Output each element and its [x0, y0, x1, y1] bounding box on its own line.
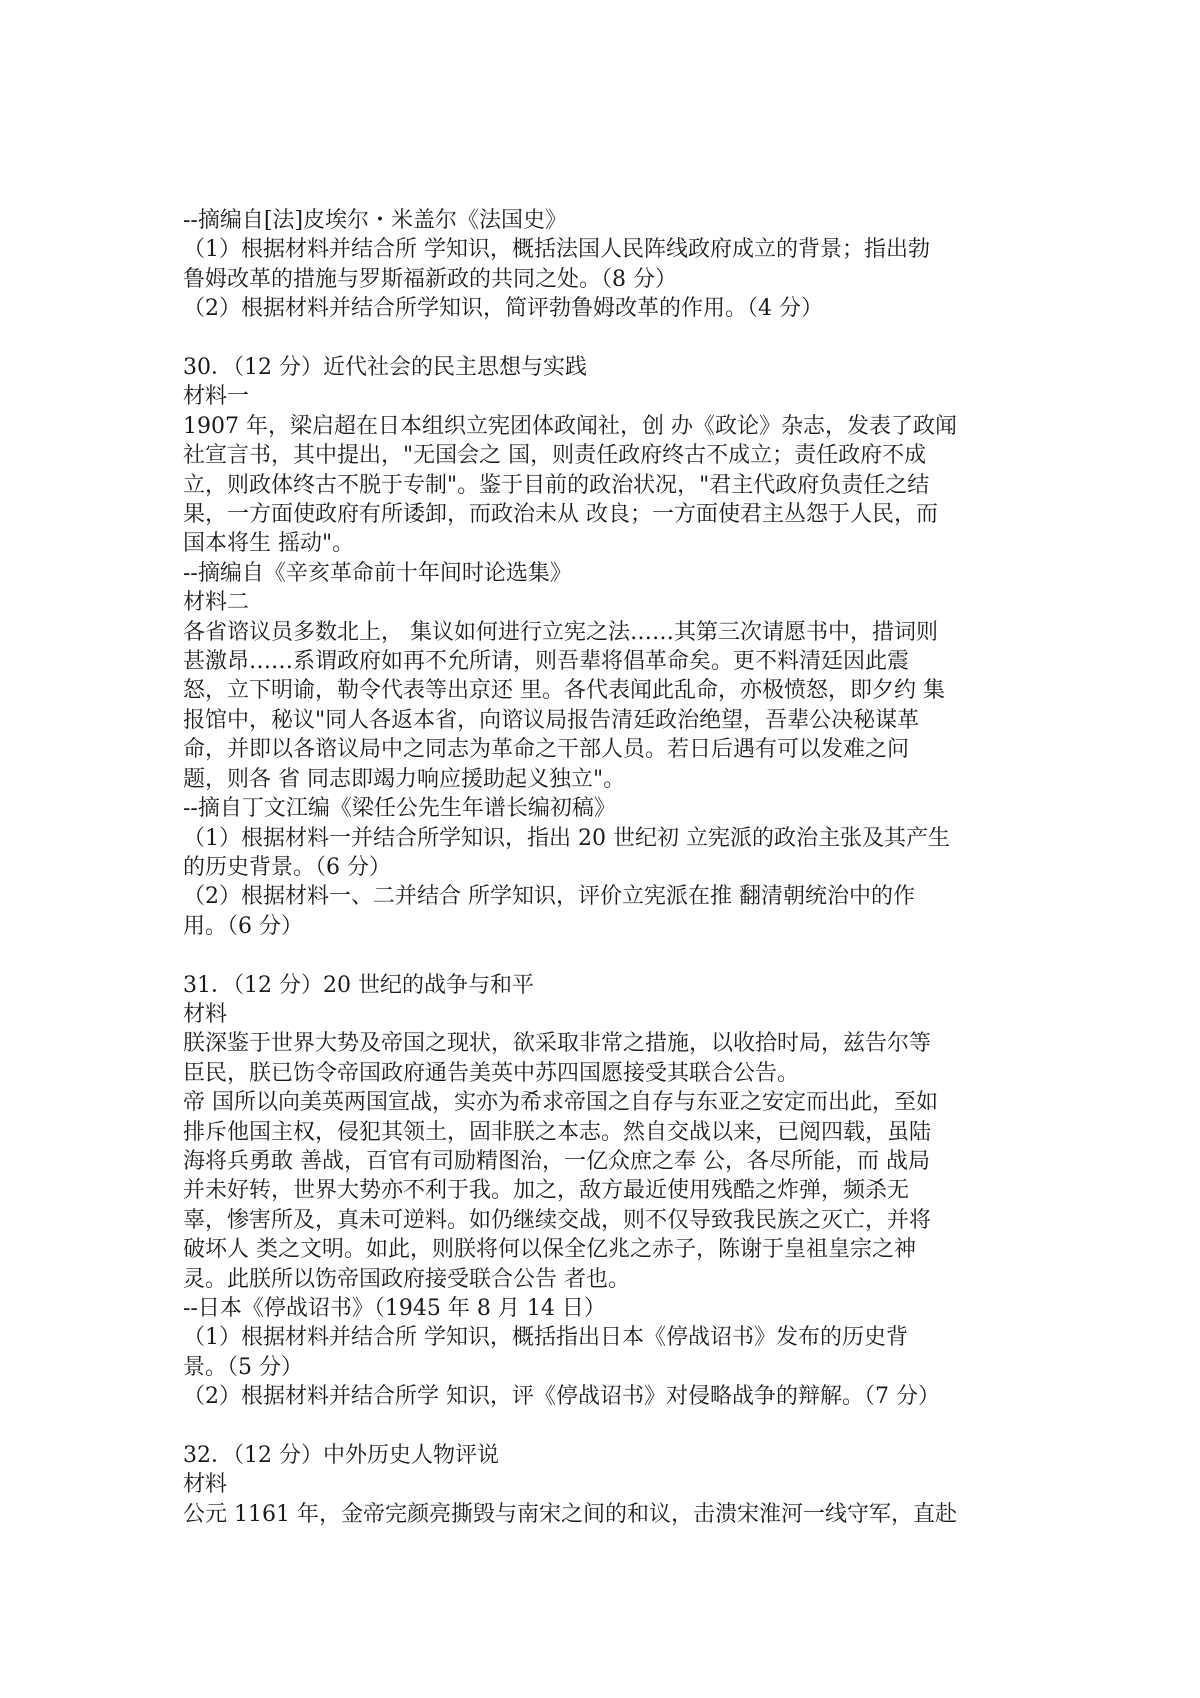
material-label: 材料 — [183, 1001, 228, 1027]
question-text: 用。（6 分） — [183, 913, 303, 939]
question-text: （2）根据材料并结合所学知识，简评勃鲁姆改革的作用。（4 分） — [183, 296, 823, 322]
material-text: 灵。此朕所以饬帝国政府接受联合公告 者也。 — [183, 1266, 630, 1292]
material-text: 各省谘议员多数北上， 集议如何进行立宪之法……其第三次请愿书中，措词则 — [183, 619, 938, 645]
section-30 — [183, 353, 1033, 941]
question-heading: 30．（12 分）近代社会的民主思想与实践 — [183, 355, 587, 381]
material-text: 朕深鉴于世界大势及帝国之现状，欲采取非常之措施，以收拾时局，兹告尔等 — [183, 1031, 932, 1057]
question-heading: 31．（12 分）20 世纪的战争与和平 — [183, 972, 534, 998]
source-citation: --日本《停战诏书》（1945 年 8 月 14 日） — [183, 1296, 606, 1321]
material-text: 并未好转，世界大势亦不利于我。加之，敌方最近使用残酷之炸弹，频杀无 — [183, 1178, 910, 1204]
section-29-tail — [183, 206, 1033, 324]
document-page — [183, 206, 1033, 1529]
question-text: （2）根据材料一、二并结合 所学知识，评价立宪派在推 翻清朝统治中的作 — [183, 884, 915, 910]
source-citation: --摘自丁文江编《梁任公先生年谱长编初稿》 — [183, 796, 616, 822]
material-text: 怒，立下明谕，勒令代表等出京还 里。各代表闻此乱命，亦极愤怒，即夕约 集 — [183, 678, 945, 704]
material-text: 题，则各 省 同志即竭力响应援助起义独立"。 — [183, 766, 626, 792]
section-31 — [183, 971, 1033, 1412]
material-label: 材料 — [183, 1472, 228, 1498]
question-heading: 32．（12 分）中外历史人物评说 — [183, 1443, 499, 1469]
material-text: 排斥他国主权，侵犯其领土，固非朕之本志。然自交战以来，已阅四载，虽陆 — [183, 1119, 932, 1145]
source-citation: --摘编自[法]皮埃尔・米盖尔《法国史》 — [183, 208, 568, 233]
material-text: 帝 国所以向美英两国宣战，实亦为希求帝国之自存与东亚之安定而出此，至如 — [183, 1090, 938, 1116]
question-text: 的历史背景。（6 分） — [183, 854, 391, 880]
material-label: 材料一 — [183, 384, 250, 410]
paragraph-gap — [183, 1412, 1033, 1441]
material-text: 破坏人 类之文明。如此，则朕将何以保全亿兆之赤子，陈谢于皇祖皇宗之神 — [183, 1237, 916, 1263]
material-text: 海将兵勇敢 善战，百官有司励精图治，一亿众庶之奉 公，各尽所能，而 战局 — [183, 1148, 930, 1174]
question-text: （1）根据材料并结合所 学知识，概括指出日本《停战诏书》发布的历史背 — [183, 1325, 908, 1351]
paragraph-gap — [183, 324, 1033, 353]
material-text: 1907 年，梁启超在日本组织立宪团体政闻社，创 办《政论》杂志，发表了政闻 — [183, 413, 957, 439]
material-label: 材料二 — [183, 590, 250, 616]
question-text: （1）根据材料一并结合所学知识，指出 20 世纪初 立宪派的政治主张及其产生 — [183, 825, 950, 851]
material-text: 立，则政体终古不脱于专制"。鉴于目前的政治状况，"君主代政府负责任之结 — [183, 472, 930, 498]
question-text: （1）根据材料并结合所 学知识，概括法国人民阵线政府成立的背景；指出勃 — [183, 237, 930, 263]
material-text: 公元 1161 年，金帝完颜亮撕毁与南宋之间的和议，击溃宋淮河一线守军，直赴 — [183, 1501, 957, 1527]
material-text: 辜，惨害所及，真未可逆料。如仍继续交战，则不仅导致我民族之灭亡，并将 — [183, 1207, 932, 1233]
material-text: 臣民，朕已饬令帝国政府通告美英中苏四国愿接受其联合公告。 — [183, 1060, 800, 1086]
material-text: 果，一方面使政府有所诿卸，而政治未从 改良；一方面使君主丛怨于人民，而 — [183, 502, 938, 528]
question-text: 鲁姆改革的措施与罗斯福新政的共同之处。（8 分） — [183, 266, 677, 292]
paragraph-gap — [183, 941, 1033, 970]
source-citation: --摘编自《辛亥革命前十年间时论选集》 — [183, 560, 572, 586]
material-text: 国本将生 摇动"。 — [183, 531, 355, 557]
material-text: 报馆中，秘议"同人各返本省，向谘议局报告清廷政治绝望，吾辈公决秘谋革 — [183, 707, 920, 733]
material-text: 甚激昂……系谓政府如再不允所请，则吾辈将倡革命矣。更不料清廷因此震 — [183, 649, 910, 675]
material-text: 命，并即以各谘议局中之同志为革命之干部人员。若日后遇有可以发难之问 — [183, 737, 910, 763]
section-32 — [183, 1441, 1033, 1529]
question-text: 景。（5 分） — [183, 1354, 303, 1380]
question-text: （2）根据材料并结合所学 知识，评《停战诏书》对侵略战争的辩解。（7 分） — [183, 1384, 940, 1410]
material-text: 社宣言书，其中提出，"无国会之 国，则责任政府终古不成立；责任政府不成 — [183, 443, 927, 469]
